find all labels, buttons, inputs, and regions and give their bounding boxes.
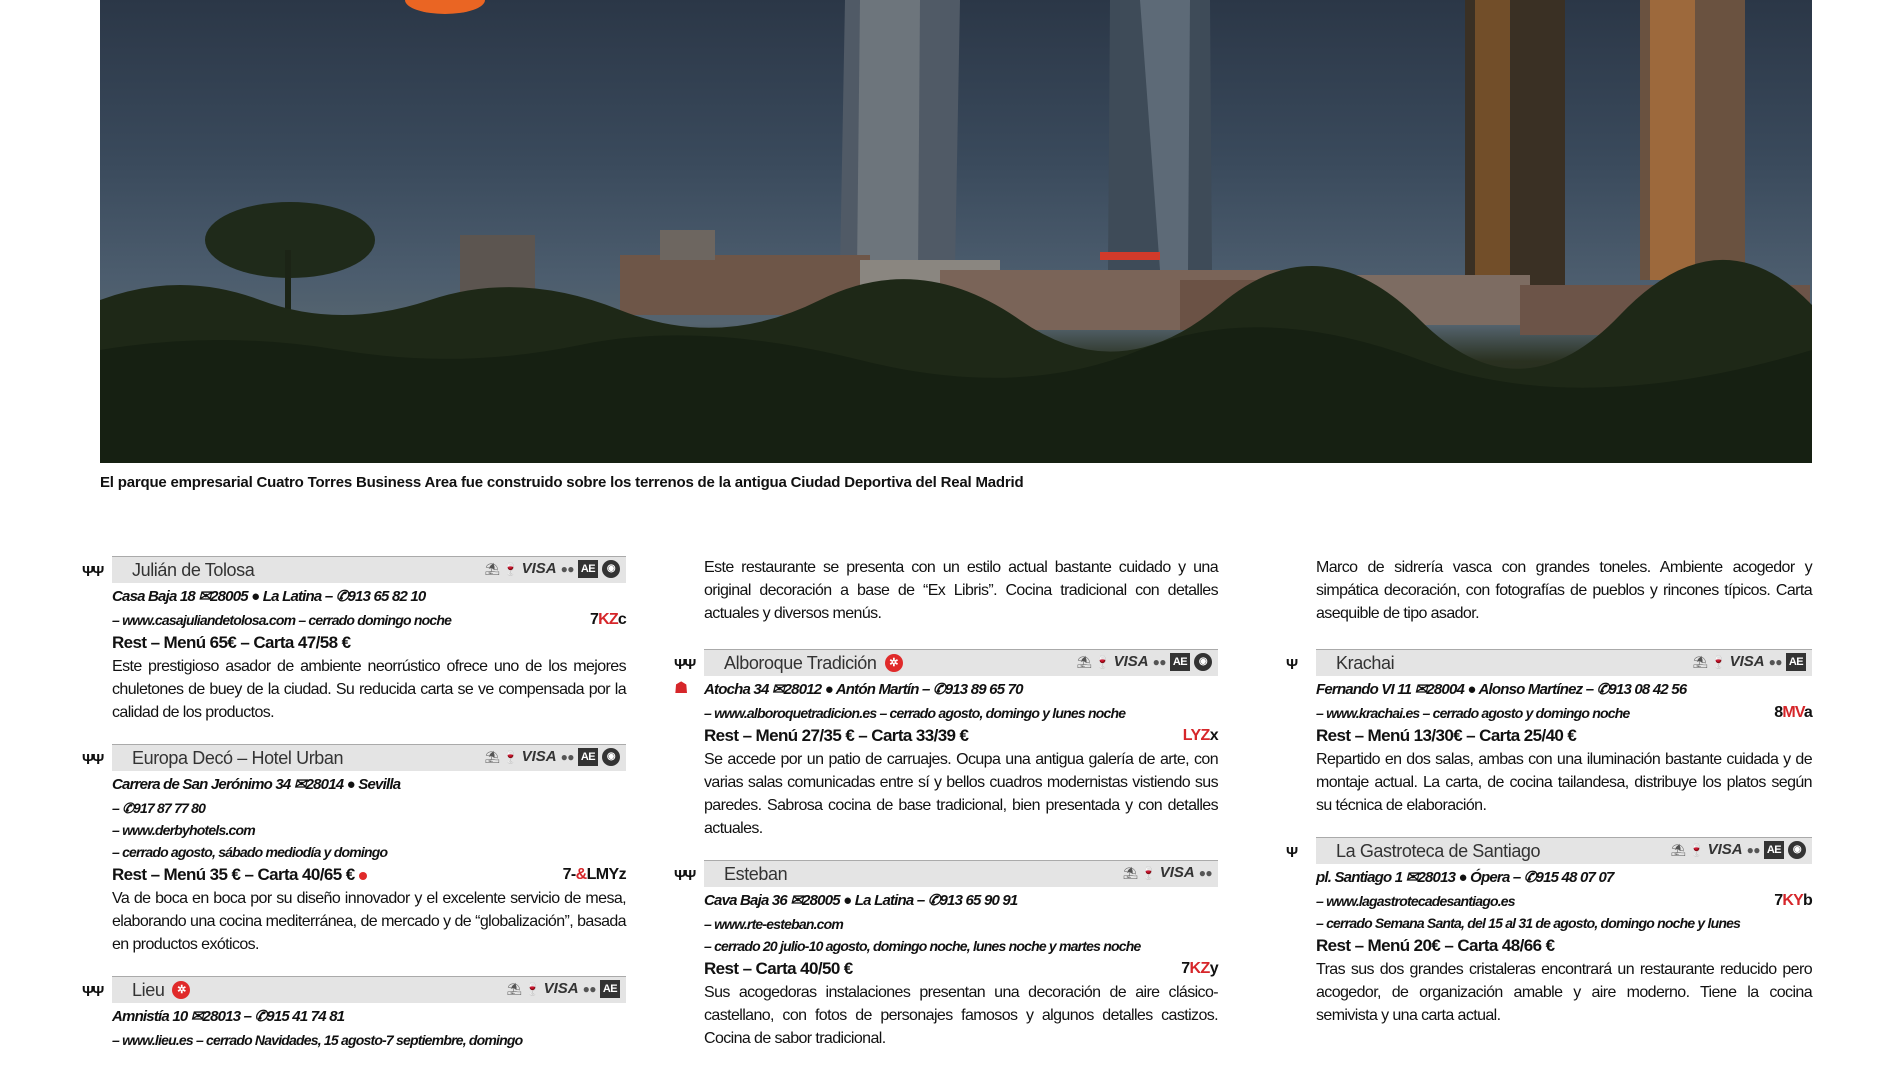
web-closed-text[interactable]: – www.krachai.es – cerrado agosto y domingo noche xyxy=(1316,705,1630,721)
new-badge-icon: ✲ xyxy=(885,654,903,672)
forks-rating: ΨΨ xyxy=(82,563,103,580)
forks-rating: Ψ xyxy=(1286,656,1297,673)
wine-glass-icon: 🍷 xyxy=(1689,843,1704,857)
wine-glass-icon: 🍷 xyxy=(525,982,540,996)
diners-icon: ◉ xyxy=(602,748,620,766)
restaurant-closed: – cerrado agosto, sábado mediodía y domingo xyxy=(112,844,388,860)
restaurant-name[interactable]: Lieu xyxy=(132,980,165,1000)
restaurant-name[interactable]: La Gastroteca de Santiago xyxy=(1336,841,1541,861)
map-code-red: KZ xyxy=(598,611,618,628)
restaurant-web[interactable]: – www.alboroquetradicion.es – cerrado agosto, domingo y lunes noche xyxy=(704,705,1126,721)
skyline-photo xyxy=(100,0,1812,463)
amex-icon: AE xyxy=(1170,653,1190,671)
restaurant-closed: – cerrado 20 julio-10 agosto, domingo noche, lunes noche y martes noche xyxy=(704,938,1141,954)
restaurant-prices xyxy=(704,957,1218,981)
amex-icon: AE xyxy=(578,560,598,578)
restaurant-address: pl. Santiago 1 ✉28013 ● Ópera – ✆915 48 07 07 xyxy=(1316,869,1614,886)
wine-glass-icon: 🍷 xyxy=(503,562,518,576)
terrace-icon: ⛱ xyxy=(484,750,500,764)
restaurant-header[interactable] xyxy=(1286,837,1812,864)
map-code-tail: LMYz xyxy=(586,866,626,883)
prices-text: Rest – Menú 35 € – Carta 40/65 € xyxy=(112,865,355,884)
map-code xyxy=(1183,724,1218,748)
mastercard-icon: ●● xyxy=(1198,866,1212,880)
amex-icon: AE xyxy=(1764,841,1784,859)
restaurant-prices: Rest – Menú 65€ – Carta 47/58 € xyxy=(112,633,351,652)
restaurant-address: Carrera de San Jerónimo 34 ✉28014 ● Sevilla xyxy=(112,776,401,793)
restaurant-entry xyxy=(1286,837,1812,1027)
restaurant-address: Cava Baja 36 ✉28005 ● La Latina – ✆913 65 90 91 xyxy=(704,892,1018,909)
visa-icon: VISA xyxy=(521,748,557,765)
restaurant-header[interactable] xyxy=(674,649,1218,676)
web-closed-text[interactable]: – www.casajuliandetolosa.com – cerrado domingo noche xyxy=(112,612,452,628)
moon xyxy=(405,0,485,14)
visa-icon: VISA xyxy=(1159,864,1195,881)
wine-glass-icon: 🍷 xyxy=(503,750,518,764)
visa-icon: VISA xyxy=(1113,653,1149,670)
restaurant-prices: Rest – Menú 20€ – Carta 48/66 € xyxy=(1316,936,1555,955)
diners-icon: ◉ xyxy=(1788,841,1806,859)
forks-rating: ΨΨ xyxy=(674,656,695,673)
terrace-icon: ⛱ xyxy=(506,982,522,996)
restaurant-prices xyxy=(704,724,1218,748)
restaurant-name[interactable]: Europa Decó – Hotel Urban xyxy=(132,748,344,768)
restaurant-address: Amnistía 10 ✉28013 – ✆915 41 74 81 xyxy=(112,1008,345,1025)
terrace-icon: ⛱ xyxy=(1692,655,1708,669)
restaurant-entry xyxy=(82,744,626,956)
map-code-tail: a xyxy=(1803,704,1812,721)
map-code-num: 8 xyxy=(1774,704,1783,721)
amenity-icons xyxy=(1671,841,1806,859)
restaurant-closed: – cerrado Semana Santa, del 15 al 31 de agosto, domingo noche y lunes xyxy=(1316,915,1741,931)
restaurant-web xyxy=(112,609,626,631)
visa-icon: VISA xyxy=(1707,841,1743,858)
map-code-tail: x xyxy=(1209,727,1218,744)
map-code xyxy=(1774,702,1812,724)
amenity-icons xyxy=(507,980,620,998)
column-3 xyxy=(1286,556,1812,1047)
terrace-icon: ⛱ xyxy=(1076,655,1092,669)
map-code xyxy=(1181,957,1218,981)
map-code-num: 7 xyxy=(590,611,599,628)
mastercard-icon: ●● xyxy=(1152,655,1166,669)
mastercard-icon: ●● xyxy=(560,562,574,576)
map-code-red: MV xyxy=(1782,704,1804,721)
amex-icon: AE xyxy=(600,980,620,998)
restaurant-description: Este prestigioso asador de ambiente neorrústico ofrece uno de los mejores chuletones de buey de la ciudad. Su reducida carta se ve compensada por la calidad de los productos. xyxy=(112,658,626,721)
restaurant-entry xyxy=(674,860,1218,1050)
restaurant-phone: – ✆917 87 77 80 xyxy=(112,800,206,816)
column-1 xyxy=(82,556,626,1071)
amenity-icons xyxy=(485,560,620,578)
amenity-icons xyxy=(485,748,620,766)
map-code xyxy=(563,863,626,887)
restaurant-description: Tras sus dos grandes cristaleras encontrará un restaurante reducido pero acogedor, de organización amable y aire moderno. Tiene la cocina semivista y una carta actual. xyxy=(1316,961,1812,1024)
restaurant-name[interactable]: Julián de Tolosa xyxy=(132,560,255,580)
terrace-icon: ⛱ xyxy=(1670,843,1686,857)
restaurant-prices: Rest – Menú 13/30€ – Carta 25/40 € xyxy=(1316,726,1577,745)
restaurant-header[interactable] xyxy=(82,744,626,771)
restaurant-description: Va de boca en boca por su diseño innovador y el excelente servicio de mesa, elaborando una cocina mediterránea, de mercado y de “globalización”, basada en productos exóticos. xyxy=(112,890,626,953)
skyline-illustration xyxy=(100,0,1812,463)
map-code-num: 7- xyxy=(562,866,576,883)
restaurant-name[interactable]: Esteban xyxy=(724,864,788,884)
restaurant-web[interactable]: – www.rte-esteban.com xyxy=(704,916,844,932)
restaurant-name[interactable]: Krachai xyxy=(1336,653,1395,673)
restaurant-header[interactable] xyxy=(1286,649,1812,676)
restaurant-header[interactable] xyxy=(82,556,626,583)
restaurant-header[interactable] xyxy=(674,860,1218,887)
restaurant-web[interactable]: – www.derbyhotels.com xyxy=(112,822,255,838)
restaurant-description: Sus acogedoras instalaciones presentan una decoración de aire clásico-castellano, con fotos de personajes famosos y algunos detalles castizos. Cocina de sabor tradicional. xyxy=(704,984,1218,1047)
amenity-icons xyxy=(1123,864,1212,882)
restaurant-name[interactable]: Alboroque Tradición xyxy=(724,653,877,673)
restaurant-description: Se accede por un patio de carruajes. Ocupa una antigua galería de arte, con varias salas comunicadas entre sí y bellos cuadros modernistas vistiendo sus paredes. Sabrosa cocina de base tradicional, bien presentada y con detalles actuales. xyxy=(704,751,1218,837)
visa-icon: VISA xyxy=(521,560,557,577)
photo-caption: El parque empresarial Cuatro Torres Business Area fue construido sobre los terrenos de la antigua Ciudad Deportiva del Real Madrid xyxy=(100,474,1024,491)
new-badge-icon: ✲ xyxy=(172,981,190,999)
continued-description: Marco de sidrería vasca con grandes toneles. Ambiente acogedor y simpática decoración, con fotografías de pueblos y rincones típicos. Carta asequible de tipo asador. xyxy=(1316,559,1812,622)
map-code-tail: b xyxy=(1803,892,1812,909)
amex-icon: AE xyxy=(578,748,598,766)
restaurant-address: Fernando VI 11 ✉28004 ● Alonso Martínez – ✆913 08 42 56 xyxy=(1316,681,1687,698)
map-code-tail: y xyxy=(1209,960,1218,977)
restaurant-entry xyxy=(82,556,626,724)
amenity-icons xyxy=(1077,653,1212,671)
map-code-red: & xyxy=(575,866,587,883)
forks-rating: Ψ xyxy=(1286,844,1297,861)
restaurant-web xyxy=(1316,702,1812,724)
diners-icon: ◉ xyxy=(602,560,620,578)
restaurant-address: Casa Baja 18 ✉28005 ● La Latina – ✆913 65 82 10 xyxy=(112,588,426,605)
amex-icon: AE xyxy=(1786,653,1806,671)
restaurant-header[interactable] xyxy=(82,976,626,1003)
wine-glass-icon: 🍷 xyxy=(1141,866,1156,880)
visa-icon: VISA xyxy=(543,980,579,997)
map-code-red: LYZ xyxy=(1182,727,1210,744)
map-code-red: KZ xyxy=(1189,960,1210,977)
web-text[interactable]: – www.lagastrotecadesantiago.es xyxy=(1316,893,1515,909)
forks-rating: ΨΨ xyxy=(82,983,103,1000)
mastercard-icon: ●● xyxy=(582,982,596,996)
terrace-icon: ⛱ xyxy=(484,562,500,576)
red-dot-icon xyxy=(359,872,367,880)
prices-text: Rest – Carta 40/50 € xyxy=(704,959,853,978)
continued-description: Este restaurante se presenta con un estilo actual bastante cuidado y una original decoración a base de “Ex Libris”. Cocina tradicional con detalles actuales y diversos menús. xyxy=(704,559,1218,622)
map-code-tail: c xyxy=(617,611,626,628)
visa-icon: VISA xyxy=(1729,653,1765,670)
map-code-num: 7 xyxy=(1774,892,1783,909)
terrace-icon: ⛱ xyxy=(1122,866,1138,880)
restaurant-entry xyxy=(674,649,1218,840)
mastercard-icon: ●● xyxy=(1746,843,1760,857)
mastercard-icon: ●● xyxy=(1768,655,1782,669)
restaurant-entry xyxy=(82,976,626,1051)
diners-icon: ◉ xyxy=(1194,653,1212,671)
wine-glass-icon: 🍷 xyxy=(1095,655,1110,669)
restaurant-prices xyxy=(112,863,626,887)
house-icon: ☗ xyxy=(674,680,688,697)
restaurant-web xyxy=(1316,890,1812,912)
map-code xyxy=(590,609,626,631)
restaurant-address: Atocha 34 ✉28012 ● Antón Martín – ✆913 89 65 70 xyxy=(704,681,1023,698)
map-code xyxy=(1774,890,1812,912)
map-code-red: KY xyxy=(1782,892,1804,909)
wine-glass-icon: 🍷 xyxy=(1711,655,1726,669)
prices-text: Rest – Menú 27/35 € – Carta 33/39 € xyxy=(704,726,969,745)
forks-rating: ΨΨ xyxy=(674,867,695,884)
column-2 xyxy=(674,556,1218,1070)
restaurant-description: Repartido en dos salas, ambas con una iluminación bastante cuidada y de montaje actual. La carta, de cocina tailandesa, distribuye los platos según su técnica de elaboración. xyxy=(1316,751,1812,814)
forks-rating: ΨΨ xyxy=(82,751,103,768)
restaurant-entry xyxy=(1286,649,1812,817)
amenity-icons xyxy=(1693,653,1806,671)
mastercard-icon: ●● xyxy=(560,750,574,764)
restaurant-web[interactable]: – www.lieu.es – cerrado Navidades, 15 agosto-7 septiembre, domingo xyxy=(112,1032,523,1048)
map-code-num: 7 xyxy=(1181,960,1190,977)
